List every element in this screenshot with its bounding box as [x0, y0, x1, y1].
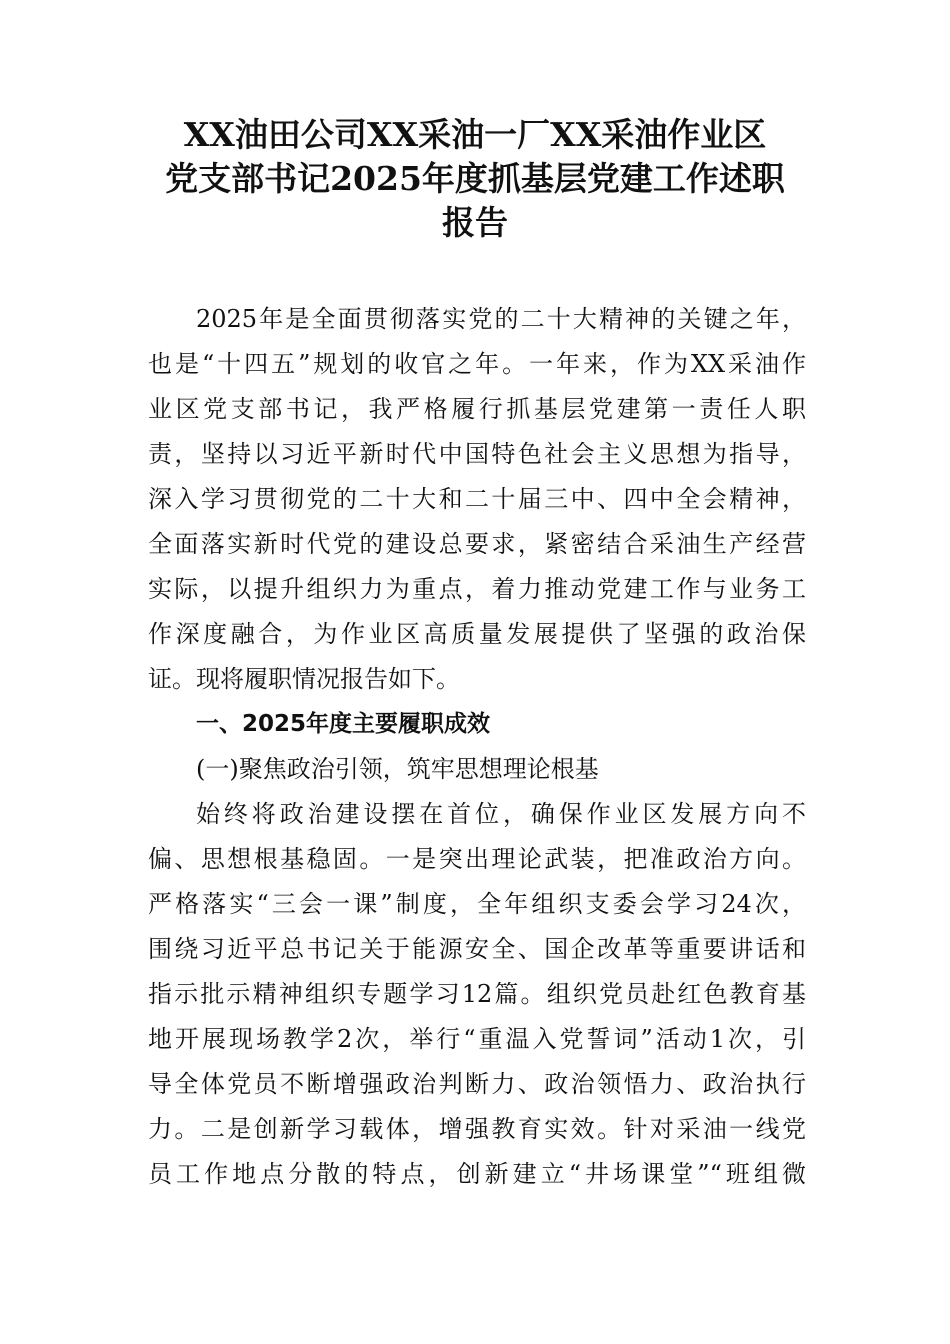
intro-line-7: 实际，以提升组织力为重点，着力推动党建工作与业务工	[148, 575, 806, 603]
subsection-1-line-9: 员工作地点分散的特点，创新建立“井场课堂”“班组微	[148, 1160, 806, 1188]
section-heading-1: 一、2025年度主要履职成效	[196, 711, 491, 737]
subsection-1-line-7: 导全体党员不断增强政治判断力、政治领悟力、政治执行	[148, 1070, 806, 1098]
intro-line-1: 2025年是全面贯彻落实党的二十大精神的关键之年，	[196, 305, 806, 333]
intro-line-2: 也是“十四五”规划的收官之年。一年来，作为XX采油作	[148, 350, 806, 378]
intro-line-8: 作深度融合，为作业区高质量发展提供了坚强的政治保	[148, 620, 806, 648]
subsection-1-line-5: 指示批示精神组织专题学习12篇。组织党员赴红色教育基	[148, 980, 806, 1008]
title-line-2: 党支部书记2025年度抓基层党建工作述职	[165, 159, 785, 198]
intro-paragraph	[148, 297, 806, 702]
intro-line-9: 证。现将履职情况报告如下。	[148, 665, 460, 693]
subsection-1-line-1: 始终将政治建设摆在首位，确保作业区发展方向不	[196, 800, 806, 828]
title-line-1: XX油田公司XX采油一厂XX采油作业区	[183, 115, 767, 154]
subsection-heading-1: (一)聚焦政治引领，筑牢思想理论根基	[196, 755, 599, 783]
subsection-1-line-2: 偏、思想根基稳固。一是突出理论武装，把准政治方向。	[148, 845, 806, 873]
intro-line-3: 业区党支部书记，我严格履行抓基层党建第一责任人职	[148, 395, 806, 423]
subsection-1-paragraph	[148, 792, 806, 1197]
intro-line-4: 责，坚持以习近平新时代中国特色社会主义思想为指导，	[148, 440, 806, 468]
subsection-1-line-3: 严格落实“三会一课”制度，全年组织支委会学习24次，	[148, 890, 806, 918]
subsection-1-line-8: 力。二是创新学习载体，增强教育实效。针对采油一线党	[148, 1115, 806, 1143]
intro-line-6: 全面落实新时代党的建设总要求，紧密结合采油生产经营	[148, 530, 806, 558]
document-title	[140, 113, 810, 245]
subsection-1-line-4: 围绕习近平总书记关于能源安全、国企改革等重要讲话和	[148, 935, 806, 963]
document-body	[148, 297, 806, 1197]
subsection-1-line-6: 地开展现场教学2次，举行“重温入党誓词”活动1次，引	[148, 1025, 806, 1053]
title-line-3: 报告	[442, 203, 508, 242]
intro-line-5: 深入学习贯彻党的二十大和二十届三中、四中全会精神，	[148, 485, 806, 513]
